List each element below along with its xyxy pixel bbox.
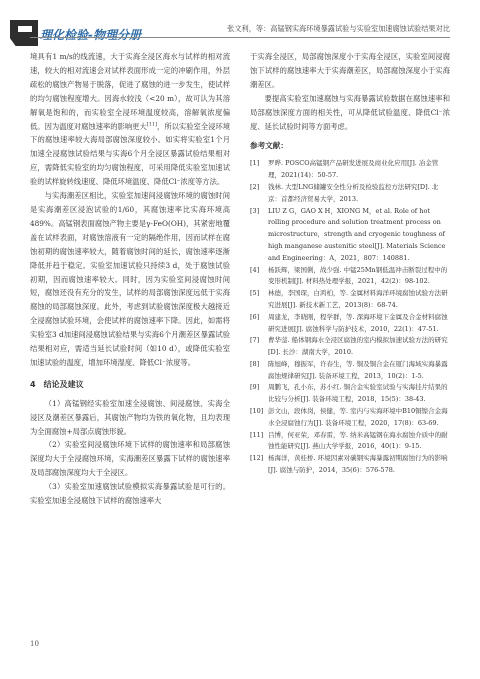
reference-text: 周鹏飞，孔小东，苏小红. 铜合金实验室试验与实海挂片结果的比较与分析[J]. 装备环境工程，2018，15(5)：38-43. (268, 383, 448, 404)
reference-item (250, 288, 450, 312)
reference-item (250, 265, 450, 289)
reference-item (250, 382, 450, 406)
left-column (30, 50, 230, 508)
reference-number: [11] (250, 430, 264, 439)
section-title-conclusions: 4 结论及建议 (30, 379, 84, 389)
reference-text: 杨跃辉，梁国俐，战少强. 中锰25Mn钢低温冲击断裂过程中的变形机制[J]. 材料热处理学报，2021，42(2)：98-102. (268, 265, 448, 286)
reference-text: 钱林. 大型LNG储罐安全性分析及检验监控方法研究[D]. 北京：首都经济贸易大学，2013. (268, 182, 439, 203)
header-divider (30, 37, 450, 38)
reference-number: [10] (250, 407, 264, 416)
reference-item (250, 158, 450, 182)
reference-number: [4] (250, 265, 260, 274)
page-number: 10 (30, 640, 39, 648)
reference-text: LIU Z G，GAO X H，XIONG M，et al. Role of hot rolling procedure and solution treatment process on microstructure，strength and cryogenic toughness of high manganese austenitic steel[J]. Materials Science and Engineering：A，2021，807：140881. (268, 206, 446, 262)
right-column (250, 50, 450, 477)
reference-item (250, 359, 450, 383)
citation-superscript: [11] (146, 121, 158, 128)
reference-number: [1] (250, 159, 260, 168)
reference-item (250, 182, 450, 206)
reference-text: 周建龙，李晓刚，程学群，等. 深海环境下金属及合金材料腐蚀研究进展[J]. 腐蚀科学与防护技术，2010，22(1)：47-51. (268, 312, 448, 333)
reference-item (250, 312, 450, 336)
reference-item (250, 430, 450, 454)
reference-list (250, 158, 450, 477)
reference-number: [7] (250, 336, 260, 345)
reference-item (250, 206, 450, 265)
reference-number: [6] (250, 312, 260, 321)
reference-item (250, 453, 450, 477)
reference-text: 吕博，何亚荣，邓春雷，等. 纳米高锰钢在海水腐蚀介质中的耐蚀性能研究[J]. 燕山大学学报，2016，40(1)：9-15. (268, 430, 448, 451)
body-paragraph: 于实海全浸区，局部腐蚀深度小于实海全浸区，实验室间浸腐蚀下试样的腐蚀速率大于实海潮差区，局部腐蚀深度小于实海潮差区。 (250, 52, 450, 89)
reference-text: 曹华蓥. 船体钢海水全浸区腐蚀的室内模拟加速试验方法的研究[D]. 长沙：湖南大学，2010. (268, 336, 448, 357)
running-head: 张文利，等：高锰钢实海环境暴露试验与实验室加速腐蚀试验结果对比 (227, 24, 450, 33)
journal-name: 理化检验-物理分册 (40, 28, 141, 42)
journal-logo (10, 20, 170, 46)
conclusion-item: （2）实验室间浸腐蚀环境下试样的腐蚀速率和局部腐蚀深度均大于全浸腐蚀环境，实海潮差区暴露下试样的腐蚀速率及局部腐蚀深度均大于全浸区。 (30, 440, 230, 478)
body-paragraph: 境具有1 m/s的线流速，大于实海全浸区海水与试样的相对流速，较大的相对流速会对试样表面形成一定的冲刷作用，外层疏松的腐蚀产物易于脱落，促进了腐蚀的进一步发生，使试样的均匀腐蚀程度增大。因海水较浅（<20 m），故可认为其溶解氧是饱和的，而实验室全浸环境温度较高，溶解氧浓度偏低。因为温度对腐蚀速率的影响更大[11]，所以实验室全浸环境下的腐蚀速率较大海局部腐蚀深度较小。如实将实验室1个月加速全浸腐蚀试验结果与实海6个月全浸区暴露试验结果相对应，需降低实验室的均匀腐蚀程度，可采用降低实验室加速试验的试样旋转线速度、降低环境温度、降低Cl⁻浓度等方法。 (30, 52, 231, 187)
reference-text: 陈旭峰，穆振军，许春生，等. 铜及铜合金在厦门海域实海暴露腐蚀规律研究[J]. 装备环境工程，2013，10(2)：1-5. (268, 359, 448, 380)
conclusion-item: （3）实验室加速腐蚀试验模拟实海暴露试验是可行的。实验室加速全浸腐蚀下试样的腐蚀速率大 (30, 482, 230, 506)
body-paragraph: 与实海潮差区相比，实验室加速间浸腐蚀环境的腐蚀时间是实海潮差区浸泡试验的1/60，其腐蚀速率比实海环境高489%。高锰钢表面腐蚀产物主要是γ-FeO(OH)，其紧密地覆盖在试样表面，对腐蚀溶液有一定的隔绝作用，因而试样在腐蚀初期的腐蚀速率较大，随着腐蚀时间的延长，腐蚀速率逐渐降低并趋于稳定。实验室加速试验只持续3 d，处于腐蚀试验初期，因而腐蚀速率较大。同时，因为实验室间浸腐蚀时间短，腐蚀还没有充分的发生，试样的局部腐蚀深度远低于实海腐蚀的局部腐蚀深度。此外，考虑到试验腐蚀深度极大越接近全浸腐蚀试验环境，会使试样的腐蚀速率下降。因此，如需将实验室3 d加速间浸腐蚀试验结果与实海6个月潮差区暴露试验结果相对应，需适当延长试验时间（如10 d），或降低实验室加速试验的温度，增加环境湿度、降低Cl⁻浓度等。 (30, 191, 230, 367)
reference-text: 罗晔. POSCO高锰钢产品研发进展及商业化应用[J]. 冶金管理，2021(14)：50-57. (268, 159, 439, 180)
reference-number: [8] (250, 359, 260, 368)
reference-number: [9] (250, 383, 260, 392)
journal-logo-icon (10, 20, 38, 46)
reference-text: 杨海洋，黄桂桥. 环境因素对碳钢实海暴露初期腐蚀行为的影响[J]. 腐蚀与防护，2014，35(6)：576-578. (268, 454, 448, 475)
reference-item (250, 406, 450, 430)
reference-number: [3] (250, 206, 260, 215)
reference-number: [2] (250, 182, 260, 191)
reference-text: 林德，李国琛，白鸿柏，等. 金属材料海洋环境腐蚀试验方法研究进展[J]. 新技术新工艺，2013(8)：68-74. (268, 289, 448, 309)
body-paragraph: 要提高实验室加速腐蚀与实海暴露试验数据在腐蚀速率和局部腐蚀深度方面的相关性，可从降低试验温度、降低Cl⁻浓度、延长试验时间等方面考虑。 (250, 93, 450, 131)
references-title: 参考文献： (250, 141, 288, 151)
page-header (0, 0, 480, 44)
reference-item (250, 335, 450, 359)
reference-number: [12] (250, 454, 264, 463)
reference-text: 彭文山，段体岗，侯健，等. 室内与实海环境中B10铜镍合金海水全浸腐蚀行为[J]. 装备环境工程，2020，17(8)：63-69. (268, 407, 448, 427)
conclusion-item: （1）高锰钢经实验室加速全浸腐蚀、间浸腐蚀、实海全浸区及潮差区暴露后，其腐蚀产物均为铁的氧化物，且均表现为全面腐蚀+局部点腐蚀形貌。 (30, 398, 230, 436)
reference-number: [5] (250, 289, 260, 298)
